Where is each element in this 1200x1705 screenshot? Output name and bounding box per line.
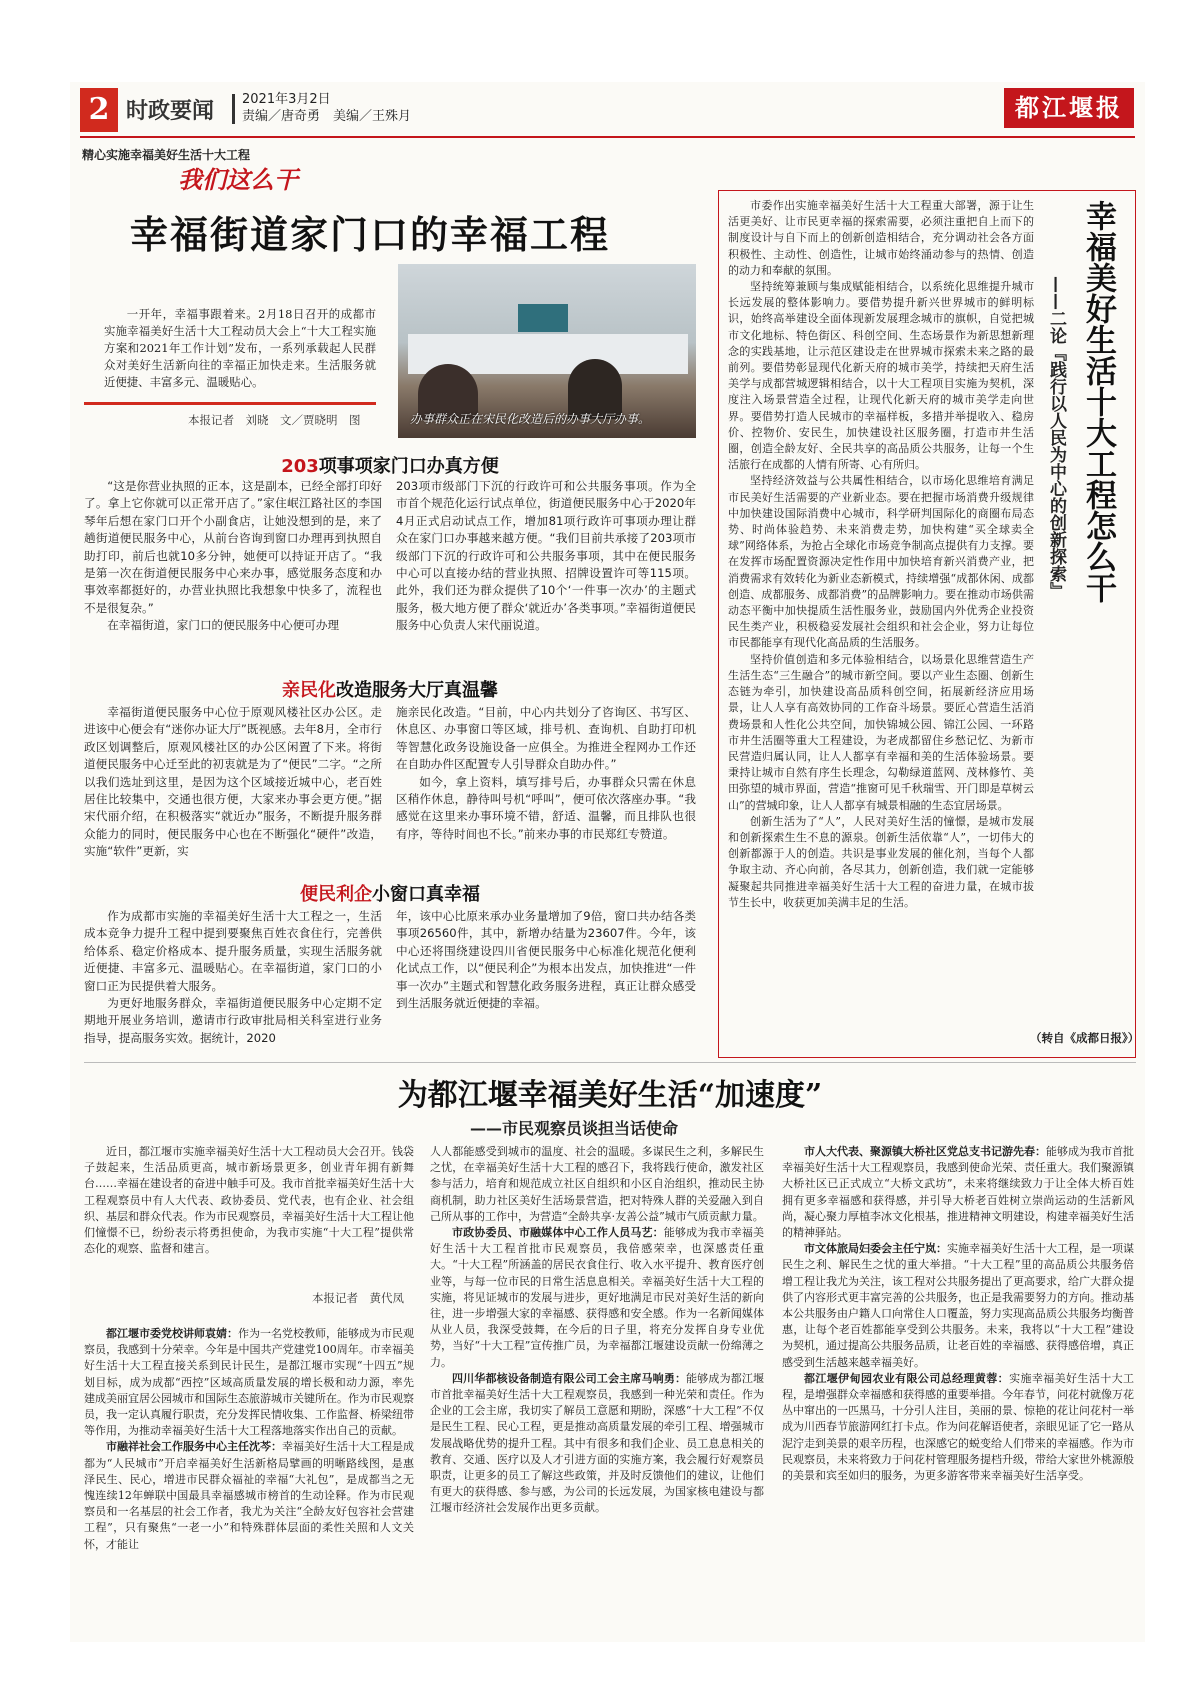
section1-col-right: 203项市级部门下沉的行政许可和公共服务事项。作为全市首个规范化运行试点单位，街道便民服务中心于2020年4月正式启动试点工作，增加81项行政许可事项办理让群众在家门口办事越来越方便。“我们目前共承接了203项市级部门下沉的行政许可和公共服务事项，其中在便民服务中心可以直接办结的营业执照、招牌设置许可等115项。此外，我们还为群众提供了10个‘一件事一次办’的主题式服务，极大地方便了群众‘就近办’各类事项。”幸福街道便民服务中心负责人宋代丽说道。 — [396, 479, 696, 633]
masthead-logo: 都江堰报 — [1004, 88, 1134, 128]
bottom-subtitle: ——市民观察员谈担当话使命 — [470, 1119, 679, 1138]
main-headline: 幸福街道家门口的幸福工程 — [130, 213, 611, 257]
header-divider — [232, 94, 235, 124]
section3-title: 便民利企小窗口真幸福 — [300, 884, 480, 905]
section2-col-right: 施亲民化改造。“目前，中心内共划分了咨询区、书写区、休息区、办事窗口等区域，排号机、查询机、自助打印机等智慧化政务设施设备一应俱全。为推进全程网办工作还在自助办件区配置专人引导群众自助办件。” 如今，拿上资料，填写排号后，办事群众只需在休息区稍作休息，静待叫号机“呼叫”，便可依次落座办事。“我感觉在这里来办事环境不错，舒适、温馨，而且排队也很有序，等待时间也不长。”前来办事的市民郑红专赞道。 — [396, 705, 696, 841]
header-meta — [242, 91, 411, 125]
section1-col-left: “这是你营业执照的正本，这是副本，已经全部打印好了。拿上它你就可以正常开店了。”家住岷江路社区的李国琴年后想在家门口开个小副食店，让她没想到的是，来了趟街道便民服务中心，从前台咨询到窗口办理再到执照自助打印，前后也就10多分钟，她便可以持证开店了。“我是第一次在街道便民服务中心来办事，感觉服务态度和办事效率都挺好的，办营业执照比我想象中快多了，流程也不是很复杂。” 在幸福街道，家门口的便民服务中心便可办理 — [84, 479, 382, 633]
editorial-body: 市委作出实施幸福美好生活十大工程重大部署，源于让生活更美好、让市民更幸福的探索需要，必须注重把自上而下的制度设计与自下而上的创新创造相结合，充分调动社会各方面积极性、主动性、创造性，让城市始终涌动参与的热情、创造的动力和奉献的氛围。 坚持统筹兼顾与集成赋能相结合，以系统化思维提升城市长远发展的整体影响力。要借势提升新兴世界城市的鲜明标识，始终高举建设全面体现新发展理念城市的旗帜，自觉把城市文化地标、特色街区、科创空间、生态场景作为新思想新理念的实践基地，让示范区建设走在世界城市探索未来之路的最前列。要借势彰显现代化新天府的城市美学，持续把天府生活美学与成都营城逻辑相结合，以十大工程项目实施为契机，深度注入场景营造全过程，让现代化新天府的城市美学走向世界。要借势打造人民城市的幸福样板，多措并举提收入、稳房价、控物价、安民生，加快建设社区服务圈，打造市井生活圈，创造全龄友好、全民共享的高品质公共服务，让每一个生活旅行在成都的人情有所寄、心有所归。 坚持经济效益与公共属性相结合，以市场化思维培育满足市民美好生活需要的产业新业态。要在把握市场消费升级规律中加快建设国际消费中心城市，科学研判国际化的商圈布局态势、时尚体验趋势、未来消费走势，加快构建“买全球卖全球”网络体系，为抢占全球化市场竞争制高点提供有力支撑。要在发挥市场配置资源决定性作用中加快培育新兴消费产业，把消费需求有效转化为新业态新模式，持续增强“成都休闲、成都创造、成都服务、成都消费”的品牌影响力。要在推动市场供需动态平衡中加快提质生活性服务业，鼓励国内外优秀企业投资民生类产业，积极稳妥发展社会组织和社会企业，努力让每位市民都能享有现代化高品质的生活服务。 坚持价值创造和多元体验相结合，以场景化思维营造生产生活生态“三生融合”的城市新空间。要以产业生态圈、创新生态链为牵引，加快建设高品质科创空间，拓展新经济应用场景，让人人享有高效协同的工作奋斗场景。要匠心营造生活消费场景和人性化公共空间，加快锦城公园、锦江公园、一环路市井生活圈等重大工程建设，为老成都留住乡愁记忆、为新市民营造归属认同，让人人都享有幸福和美的生活体验场景。要秉持让城市自然有序生长理念，勾勒绿道蓝网、茂林修竹、美田弥望的城市界面，营造“推窗可见千秋瑞雪、开门即是草树云山”的营城印象，让人人都享有城景相融的生态宜居场景。 创新生活为了“人”，人民对美好生活的憧憬，是城市发展和创新探索生生不息的源泉。创新生活依靠“人”，一切伟大的创新都源于人的创造。共识是事业发展的催化剂，当每个人都争取主动、齐心向前，各尽其力，创新创造，我们就一定能够凝聚起共同推进幸福美好生活十大工程的奋进力量，在城市拔节生长中，收获更加美满丰足的生活。 — [728, 199, 1034, 909]
header-rule — [80, 136, 1135, 138]
page-number: 2 — [80, 88, 118, 132]
bottom-col3: 市人大代表、聚源镇大桥社区党总支书记游先春：能够成为我市首批幸福美好生活十大工程观察员，我感到使命光荣、责任重大。我们聚源镇大桥社区已正式成立“大桥文武坊”，未来将继续致力于让全体大桥百姓拥有更多幸福感和获得感，并引导大桥老百姓树立崇尚运动的生活新风尚，凝心聚力厚植李冰文化根基，推进精神文明建设，构建幸福美好生活的精神驿站。 市文体旅局妇委会主任宁岚：实施幸福美好生活十大工程，是一项谋民生之利、解民生之忧的重大举措。“十大工程”里的高品质公共服务倍增工程让我尤为关注，该工程对公共服务提出了更高要求，给广大群众提供了内容形式更丰富完善的公共服务，也正是我需要努力的方向。推动基本公共服务由户籍人口向常住人口覆盖，努力实现高品质公共服务均衡普惠，让每个老百姓都能享受到公共服务。未来，我将以“十大工程”建设为契机，通过提高公共服务品质，让老百姓的幸福感、获得感倍增，真正感受到生活越来越幸福美好。 都江堰伊甸园农业有限公司总经理黄蓉：实施幸福美好生活十大工程，是增强群众幸福感和获得感的重要举措。今年春节，问花村就像万花丛中窜出的一匹黑马，十分引人注目，美丽的景、惊艳的花让问花村一举成为川西春节旅游网红打卡点。作为问花解语使者，亲眼见证了它一路从泥泞走到美景的艰辛历程，也深感它的蜕变给人们带来的幸福感。作为市民观察员，未来将致力于问花村管理服务提档升级，带给大家世外桃源般的美景和宾至如归的服务，为更多游客带来幸福美好生活享受。 — [782, 1145, 1134, 1483]
bottom-divider — [84, 1062, 1136, 1063]
column-slogan: 我们这么干 — [178, 165, 298, 194]
bottom-intro: 近日，都江堰市实施幸福美好生活十大工程动员大会召开。钱袋子鼓起来，生活品质更高，城市新场景更多，创业青年拥有新舞台……幸福在建设者的奋进中触手可及。我市首批幸福美好生活十大工程观察员中有人大代表、政协委员、党代表，也有企业、社会组织、基层和群众代表。作为市民观察员，幸福美好生活十大工程让他们憧憬不已，纷纷表示将勇担使命，为我市实施“十大工程”提供常态化的观察、监督和建言。 — [84, 1145, 414, 1256]
photo-caption: 办事群众正在宋民化改造后的办事大厅办事。 — [410, 412, 651, 426]
editorial-source: （转自《成都日报》） — [1030, 1031, 1140, 1045]
section3-col-left: 作为成都市实施的幸福美好生活十大工程之一，生活成本竞争力提升工程中提到要聚焦百姓衣食住行，完善供给体系、稳定价格成本、提升服务质量，实现生活服务就近便捷、丰富多元、温暖贴心。在幸福街道，家门口的小窗口正为民提供着大服务。 为更好地服务群众，幸福街道便民服务中心定期不定期地开展业务培训，邀请市行政审批局相关科室进行业务指导，提高服务实效。据统计，2020 — [84, 909, 382, 1045]
issue-date: 2021年3月2日 — [242, 92, 331, 107]
bottom-col2: 人人都能感受到城市的温度、社会的温暖。多谋民生之利，多解民生之忧，在幸福美好生活十大工程的感召下，我将践行使命，激发社区参与活力，培育和规范成立社区自组织和小区自治组织，推动民主协商机制，助力社区美好生活场景营造，把对特殊人群的关爱融入到自己所从事的工作中，为营造“全龄共享·友善公益”城市气质贡献力量。 市政协委员、市融媒体中心工作人员马艺：能够成为我市幸福美好生活十大工程首批市民观察员，我倍感荣幸，也深感责任重大。“十大工程”所涵盖的居民衣食住行、收入水平提升、教育医疗创业等，与每一位市民的日常生活息息相关。幸福美好生活十大工程的实施，将见证城市的发展与进步，更好地满足市民对美好生活的新向往，进一步增强大家的幸福感、获得感和安全感。作为一名新闻媒体从业人员，我深受鼓舞，在今后的日子里，将充分发挥自身专业优势，当好“十大工程”宣传推广员，为幸福都江堰建设贡献一份绵薄之力。 四川华都核设备制造有限公司工会主席马响勇：能够成为都江堰市首批幸福美好生活十大工程观察员，我感到一种光荣和责任。作为企业的工会主席，我切实了解员工意愿和期盼，深感“十大工程”不仅是民生工程、民心工程，更是推动高质量发展的牵引工程、增强城市发展战略优势的提升工程。其中有很多和我们企业、员工息息相关的教育、交通、医疗以及人才引进方面的实施方案，我会履行好观察员职责，让更多的员工了解这些政策，并及时反馈他们的建议，让他们有更大的获得感、参与感，为公司的长远发展，为国家核电建设与都江堰市经济社会发展作出更多贡献。 — [430, 1145, 764, 1515]
main-byline: 本报记者 刘晓 文／贾晓明 图 — [188, 413, 361, 427]
editorial-subtitle: ——二论『践行以人民为中心的创新探索』 — [1046, 276, 1066, 599]
editorial-title: 幸福美好生活十大工程怎么干 — [1080, 200, 1116, 603]
column-tagline: 精心实施幸福美好生活十大工程 — [82, 148, 251, 162]
section3-col-right: 年，该中心比原来承办业务量增加了9倍，窗口共办结各类事项26560件，其中，新增办结量为23607件。今年，该中心还将围绕建设四川省便民服务中心标准化规范化便利化试点工作，以“便民利企”为根本出发点，加快推进“一件事一次办”主题式和智慧化政务服务进程，真正让群众感受到生活服务就近便捷的幸福。 — [396, 909, 696, 1011]
bottom-byline: 本报记者 黄代凤 — [312, 1291, 404, 1305]
lead-rule — [84, 402, 376, 405]
bottom-col1: 都江堰市委党校讲师袁婧：作为一名党校教师，能够成为市民观察员，我感到十分荣幸。今年是中国共产党建党100周年。市幸福美好生活十大工程直接关系到民计民生，是都江堰市实现“十四五”规划目标，成为成都“西控”区域高质量发展的增长极和动力源，率先建成美丽宜居公园城市和国际生态旅游城市关键所在。作为市民观察员，我一定认真履行职责，充分发挥民情收集、工作监督、桥梁纽带等作用，为推动幸福美好生活十大工程落地落实作出自己的贡献。 市融祥社会工作服务中心主任沈芩：幸福美好生活十大工程是成都为“人民城市”开启幸福美好生活新格局擘画的明晰路线图，是惠泽民生、民心，增进市民群众福祉的幸福“大礼包”，是成都当之无愧连续12年蝉联中国最具幸福感城市榜首的生动诠释。作为市民观察员和一名基层的社会工作者，我尤为关注“全龄友好包容社会营建工程”，只有聚焦“一老一小”和特殊群体层面的柔性关照和人文关怀，才能让 — [84, 1327, 414, 1551]
section1-title: 203项事项家门口办真方便 — [281, 456, 499, 477]
lead-paragraph: 一开年，幸福事跟着来。2月18日召开的成都市实施幸福美好生活十大工程动员大会上“十大工程实施方案和2021年工作计划”发布，一系列承载起人民群众对美好生活新向往的幸福正加快走来。生活服务就近便捷、丰富多元、温暖贴心。 — [104, 307, 376, 389]
section2-col-left: 幸福街道便民服务中心位于原观风楼社区办公区。走进该中心便会有“迷你办证大厅”既视感。去年8月，全市行政区划调整后，原观风楼社区的办公区闲置了下来。将街道便民服务中心迁至此的初衷就是为了“便民”二字。“之所以我们选址到这里，是因为这个区域接近城中心，老百姓居住比较集中，交通也很方便，大家来办事会更方便。”据宋代丽介绍，在积极落实“就近办”服务，不断提升服务群众能力的同时，便民服务中心也在不断强化“硬件”改造，实施“软件”更新，实 — [84, 705, 382, 859]
bottom-headline: 为都江堰幸福美好生活“加速度” — [397, 1078, 823, 1113]
section-name: 时政要闻 — [126, 99, 215, 124]
editors: 责编／唐奇勇 美编／王殊月 — [242, 109, 412, 124]
section2-title: 亲民化改造服务大厅真温馨 — [282, 680, 498, 701]
